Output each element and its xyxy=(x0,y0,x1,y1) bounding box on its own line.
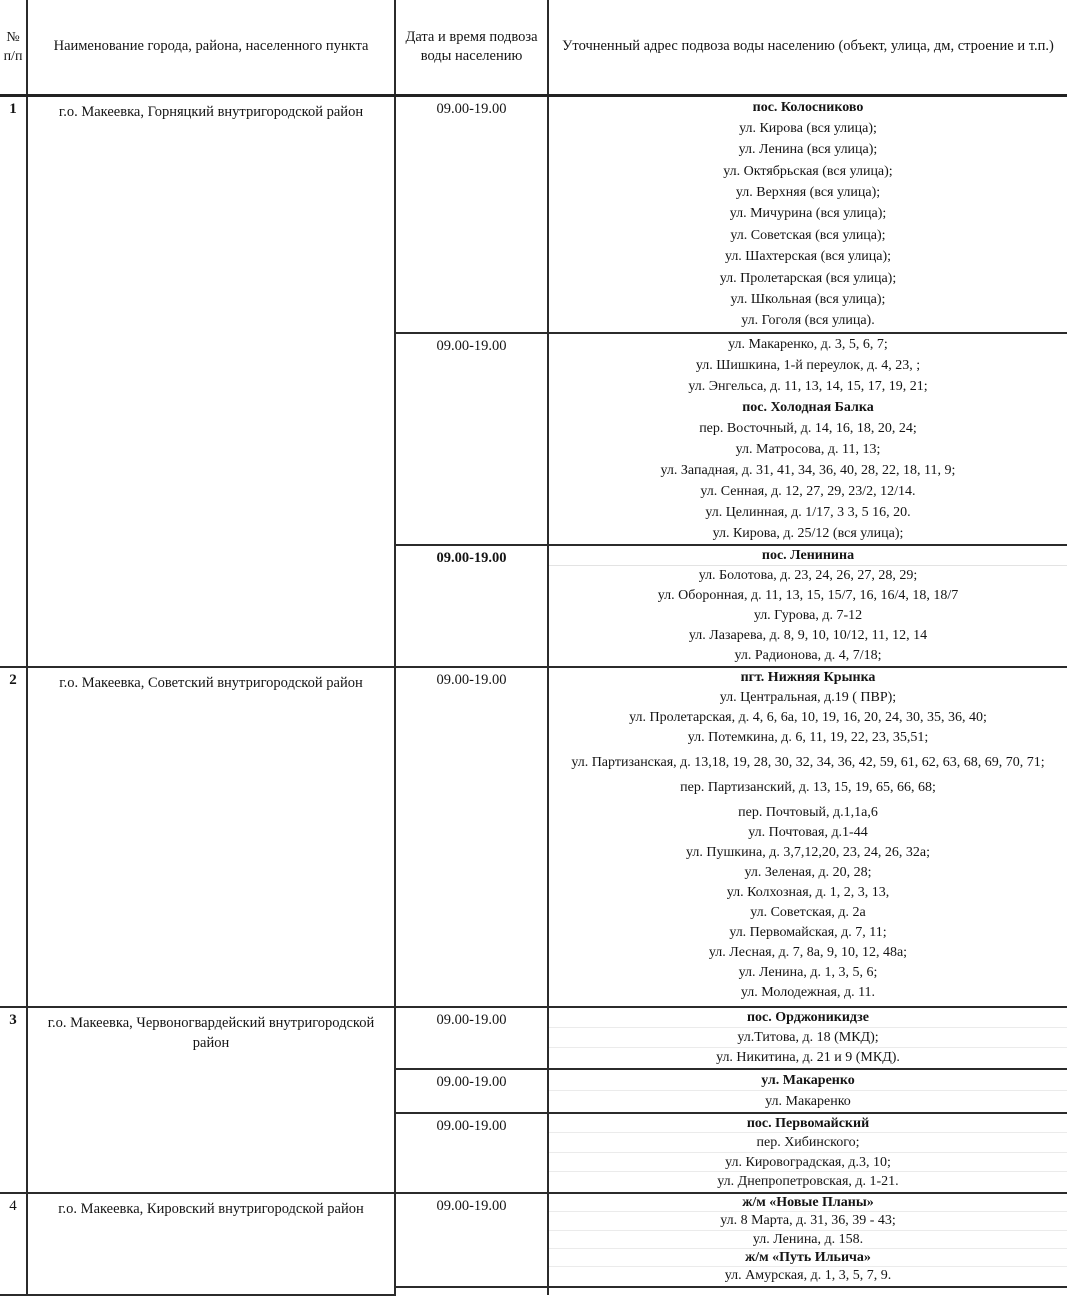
settlement-name: пос. Первомайский xyxy=(549,1114,1067,1134)
delivery-time-cell: 09.00-19.00 xyxy=(395,333,548,545)
street-address-line: ул. Целинная, д. 1/17, 3 3, 5 16, 20. xyxy=(705,504,911,520)
street-address-line: ул. Болотова, д. 23, 24, 26, 27, 28, 29; xyxy=(698,567,918,583)
street-address-line: ул. Почтовая, д.1-44 xyxy=(748,824,868,840)
street-address-line: ул. Партизанская, д. 13,18, 19, 28, 30, 32, 34, 36, 42, 59, 61, 62, 63, 68, 69, 70, 71; xyxy=(571,754,1045,770)
settlement-name: пгт. Нижняя Крынка xyxy=(740,669,876,685)
street-address-line: ул. Ленина (вся улица); xyxy=(738,142,878,158)
street-address-line: ул. Макаренко xyxy=(765,1093,851,1109)
street-address-line: ул. Школьная (вся улица); xyxy=(730,292,886,308)
street-address-line: ул. Западная, д. 31, 41, 34, 36, 40, 28, 22, 18, 11, 9; xyxy=(660,462,956,478)
street-address-line: ул. Ленина, д. 158. xyxy=(549,1231,1067,1249)
street-address-line: ул.Титова, д. 18 (МКД); xyxy=(549,1028,1067,1048)
street-address-line: ул. Колхозная, д. 1, 2, 3, 13, xyxy=(726,884,890,900)
street-address-line: ул. Лазарева, д. 8, 9, 10, 10/12, 11, 12, 14 xyxy=(688,627,928,643)
district-name-cell: г.о. Макеевка, Советский внутригородской район xyxy=(27,667,395,1007)
row-number-cell: 2 xyxy=(0,667,27,1007)
address-cell xyxy=(548,667,1067,1007)
settlement-name: ж/м «Путь Ильича» xyxy=(549,1249,1067,1267)
address-cell xyxy=(548,545,1067,667)
street-address-line: ул. Молодежная, д. 11. xyxy=(740,984,876,1000)
address-cell xyxy=(548,1193,1067,1287)
street-address-line: ул. Потемкина, д. 6, 11, 19, 22, 23, 35,51; xyxy=(687,729,929,745)
district-name-cell: г.о. Макеевка, Горняцкий внутригородской район xyxy=(27,95,395,667)
table-row xyxy=(0,1193,1067,1287)
header-delivery-time: Дата и время подвоза воды населению xyxy=(395,0,548,95)
header-address: Уточненный адрес подвоза воды населению (объект, улица, дм, строение и т.п.) xyxy=(548,0,1067,95)
street-address-line: ул. Советская (вся улица); xyxy=(730,227,886,243)
delivery-time-cell: 09.00-19.00 xyxy=(395,1113,548,1193)
street-address-line: ул. Пролетарская, д. 4, 6, 6а, 10, 19, 16, 20, 24, 30, 35, 36, 40; xyxy=(629,709,987,725)
address-cell xyxy=(548,1113,1067,1193)
row-number-cell: 1 xyxy=(0,95,27,667)
street-address-line: ул. Гоголя (вся улица). xyxy=(741,313,875,329)
settlement-name: пос. Холодная Балка xyxy=(742,399,874,415)
table-header xyxy=(0,0,1067,95)
street-address-line: пер. Хибинского; xyxy=(549,1133,1067,1153)
address-cell xyxy=(548,1069,1067,1113)
street-address-line: ул. Мичурина (вся улица); xyxy=(729,206,887,222)
street-address-line: ул. Макаренко, д. 3, 5, 6, 7; xyxy=(728,336,888,352)
settlement-name: ж/м «Новые Планы» xyxy=(549,1194,1067,1212)
street-address-line: ул. Зеленая, д. 20, 28; xyxy=(744,864,872,880)
settlement-name: пос. Колосниково xyxy=(752,99,864,115)
table-row xyxy=(0,667,1067,1007)
street-address-line: ул. Кирова, д. 25/12 (вся улица); xyxy=(712,525,904,541)
street-address-line: ул. Сенная, д. 12, 27, 29, 23/2, 12/14. xyxy=(700,483,916,499)
street-address-line: ул. Оборонная, д. 11, 13, 15, 15/7, 16, 16/4, 18, 18/7 xyxy=(657,587,959,603)
table-row xyxy=(0,95,1067,333)
settlement-name: пос. Ленинина xyxy=(549,546,1067,566)
street-address-line: ул. Шишкина, 1-й переулок, д. 4, 23, ; xyxy=(695,357,921,373)
filler-time-cell xyxy=(395,1287,548,1295)
settlement-name: пос. Орджоникидзе xyxy=(549,1008,1067,1028)
row-number-cell: 3 xyxy=(0,1007,27,1193)
street-address-line: ул. Лесная, д. 7, 8а, 9, 10, 12, 48а; xyxy=(708,944,908,960)
street-address-line: ул. Гурова, д. 7-12 xyxy=(753,607,863,623)
district-name-cell: г.о. Макеевка, Червоногвардейский внутригородской район xyxy=(27,1007,395,1193)
delivery-time-cell: 09.00-19.00 xyxy=(395,667,548,1007)
street-address-line: ул. Никитина, д. 21 и 9 (МКД). xyxy=(716,1049,900,1065)
street-address-line: ул. Радионова, д. 4, 7/18; xyxy=(734,647,882,663)
settlement-name: ул. Макаренко xyxy=(549,1070,1067,1091)
street-address-line: ул. Кирова (вся улица); xyxy=(739,120,877,136)
header-row-number: № п/п xyxy=(0,0,27,95)
street-address-line: ул. Октябрьская (вся улица); xyxy=(723,163,893,179)
street-address-line: ул. Энгельса, д. 11, 13, 14, 15, 17, 19, 21; xyxy=(688,378,928,394)
street-address-line: ул. Амурская, д. 1, 3, 5, 7, 9. xyxy=(724,1268,892,1284)
street-address-line: ул. Первомайская, д. 7, 11; xyxy=(729,924,887,940)
street-address-line: ул. Пролетарская (вся улица); xyxy=(719,270,897,286)
district-name-cell: г.о. Макеевка, Кировский внутригородской район xyxy=(27,1193,395,1295)
street-address-line: ул. 8 Марта, д. 31, 36, 39 - 43; xyxy=(549,1212,1067,1230)
street-address-line: ул. Верхняя (вся улица); xyxy=(735,185,881,201)
street-address-line: ул. Центральная, д.19 ( ПВР); xyxy=(719,689,897,705)
street-address-line: ул. Днепропетровская, д. 1-21. xyxy=(717,1174,899,1190)
filler-address-cell xyxy=(548,1287,1067,1295)
delivery-time-cell: 09.00-19.00 xyxy=(395,1069,548,1113)
delivery-time-cell: 09.00-19.00 xyxy=(395,545,548,667)
table-body xyxy=(0,95,1067,1295)
street-address-line: ул. Матросова, д. 11, 13; xyxy=(735,441,881,457)
street-address-line: ул. Ленина, д. 1, 3, 5, 6; xyxy=(738,964,878,980)
delivery-time-cell: 09.00-19.00 xyxy=(395,1007,548,1069)
street-address-line: ул. Кировоградская, д.3, 10; xyxy=(549,1153,1067,1173)
address-cell xyxy=(548,333,1067,545)
street-address-line: пер. Восточный, д. 14, 16, 18, 20, 24; xyxy=(699,420,917,436)
street-address-line: пер. Партизанский, д. 13, 15, 19, 65, 66, 68; xyxy=(680,779,936,795)
address-cell xyxy=(548,1007,1067,1069)
street-address-line: ул. Советская, д. 2а xyxy=(750,904,866,920)
address-cell xyxy=(548,95,1067,333)
street-address-line: ул. Шахтерская (вся улица); xyxy=(724,249,892,265)
street-address-line: пер. Почтовый, д.1,1а,6 xyxy=(738,804,878,820)
street-address-line: ул. Пушкина, д. 3,7,12,20, 23, 24, 26, 32а; xyxy=(686,844,930,860)
table-row xyxy=(0,1007,1067,1069)
header-district-name: Наименование города, района, населенного пункта xyxy=(27,0,395,95)
delivery-time-cell: 09.00-19.00 xyxy=(395,95,548,333)
delivery-time-cell: 09.00-19.00 xyxy=(395,1193,548,1287)
row-number-cell: 4 xyxy=(0,1193,27,1295)
